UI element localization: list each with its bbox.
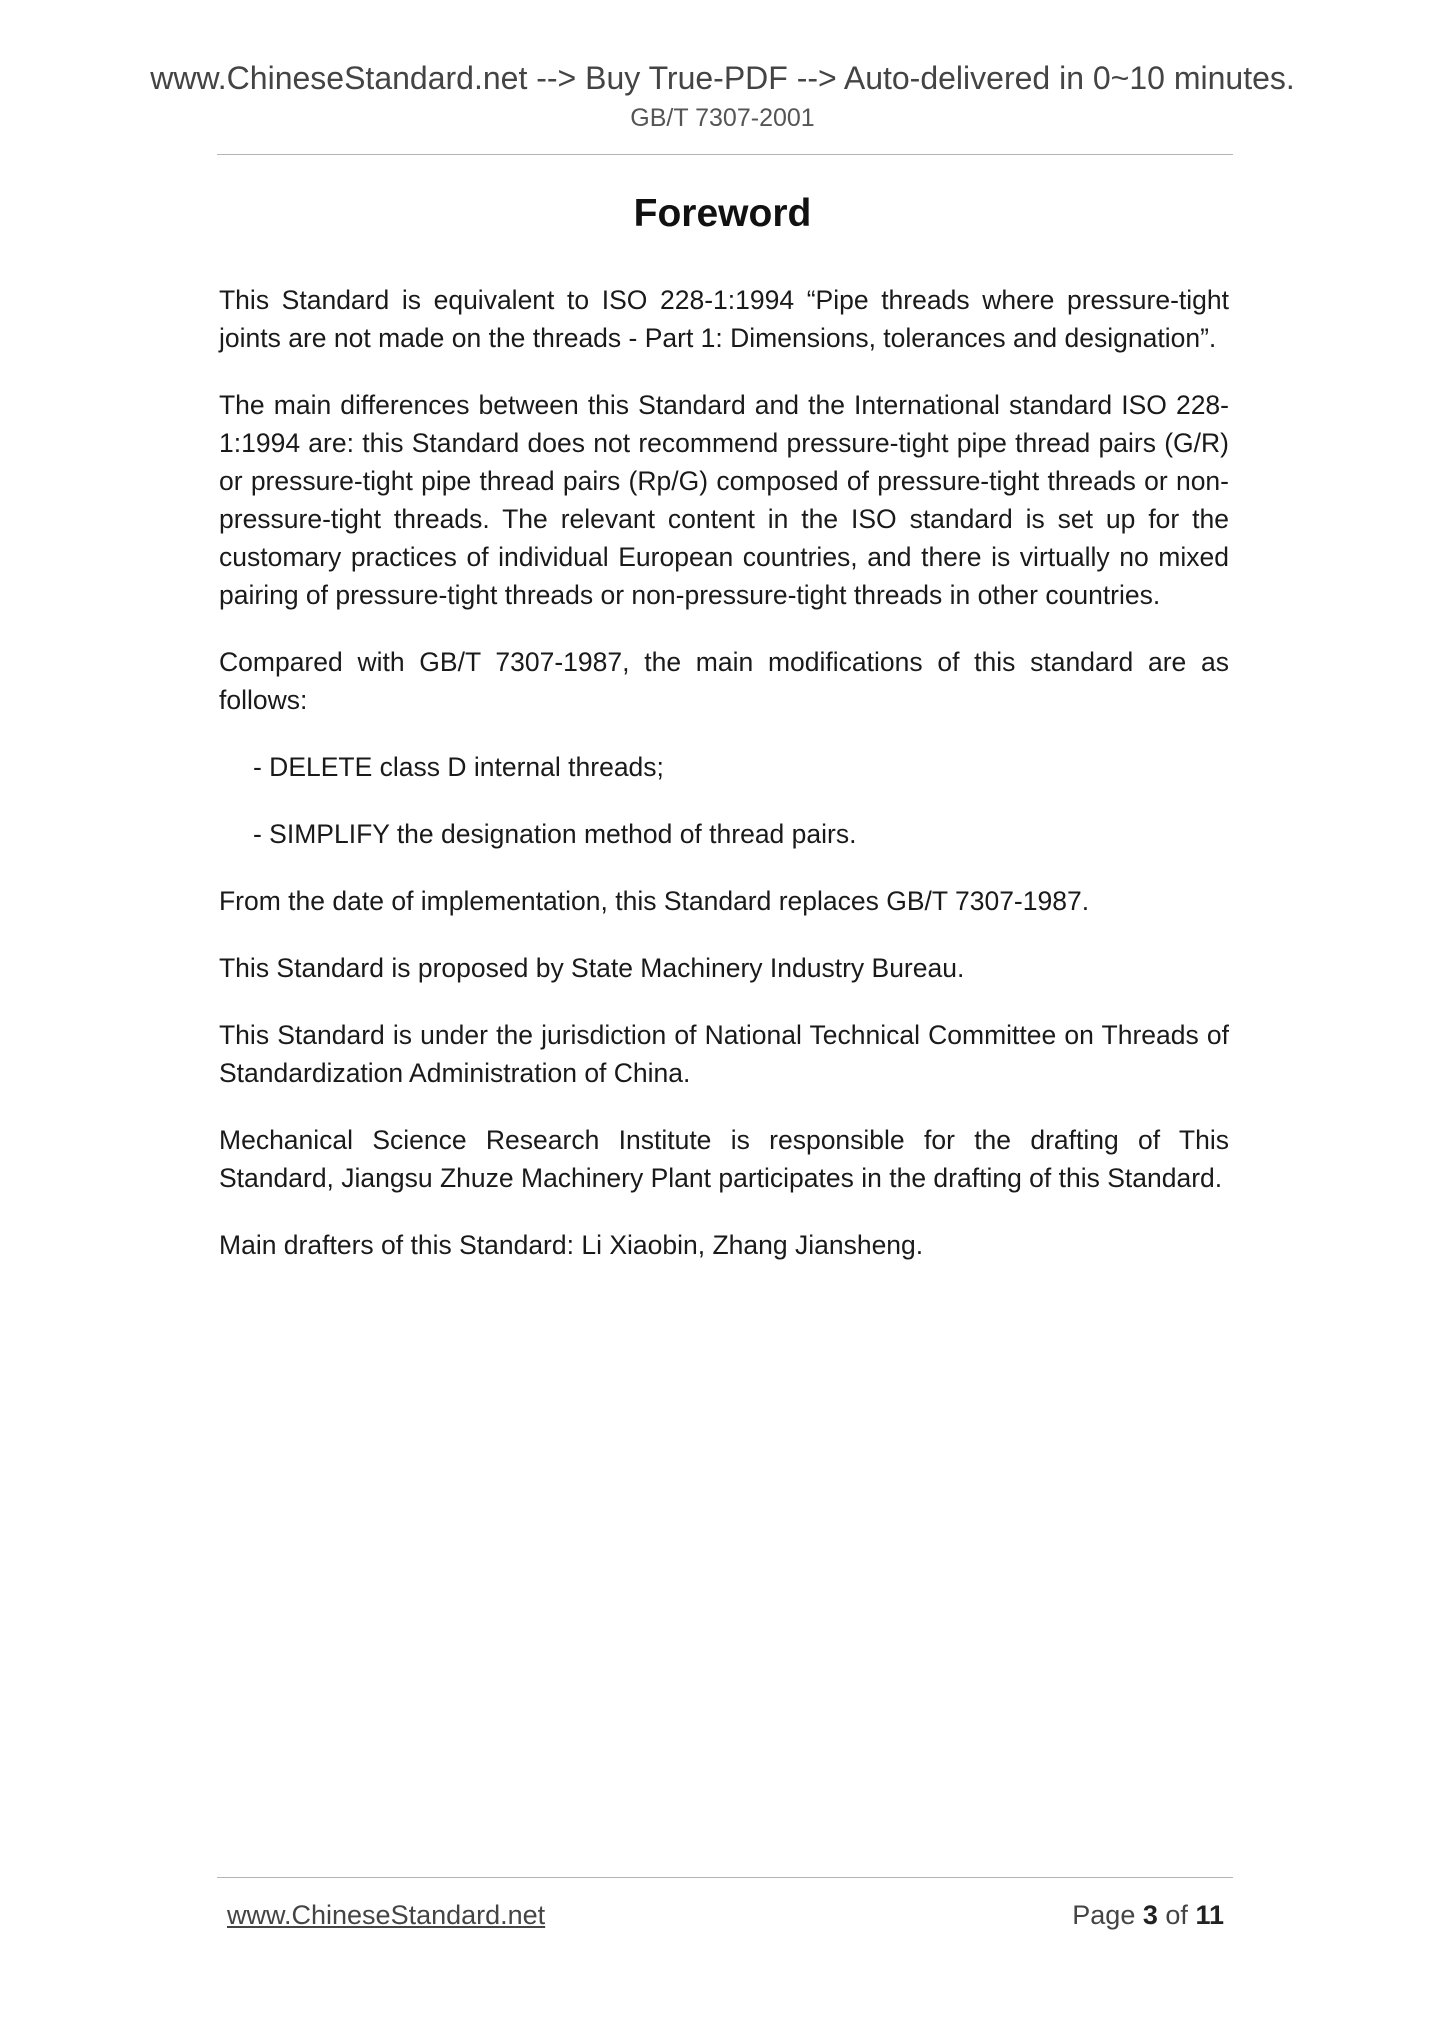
list-item-delete: - DELETE class D internal threads; <box>253 752 664 782</box>
header-banner: www.ChineseStandard.net --> Buy True-PDF --> Auto-delivered in 0~10 minutes. <box>150 60 1295 96</box>
footer-website-link[interactable]: www.ChineseStandard.net <box>227 1900 546 1930</box>
page-number <box>1072 1897 1224 1933</box>
header-divider <box>217 154 1233 155</box>
paragraph-jurisdiction: This Standard is under the jurisdiction of National Technical Committee on Threads of Standardization Administration of China. <box>219 1020 1229 1088</box>
footer-divider <box>217 1877 1233 1878</box>
document-code: GB/T 7307-2001 <box>630 104 815 132</box>
list-item-simplify: - SIMPLIFY the designation method of thread pairs. <box>253 819 857 849</box>
page-total: 11 <box>1195 1900 1224 1930</box>
page-title: Foreword <box>633 192 812 235</box>
page-label: Page <box>1072 1900 1136 1930</box>
paragraph-drafters: Main drafters of this Standard: Li Xiaobin, Zhang Jiansheng. <box>219 1230 924 1260</box>
foreword-body <box>219 281 1229 1293</box>
paragraph-differences: The main differences between this Standard and the International standard ISO 228-1:1994 are: this Standard does not recommend pressure-tight pipe thread pairs (G/R) or pressure-tight pipe thread pairs (Rp/G) composed of pressure-tight threads or non-pressure-tight threads. The relevant content in the ISO standard is set up for the customary practices of individual European countries, and there is virtually no mixed pairing of pressure-tight threads or non-pressure-tight threads in other countries. <box>219 390 1229 610</box>
page-current: 3 <box>1142 1900 1158 1930</box>
paragraph-drafting: Mechanical Science Research Institute is responsible for the drafting of This Standard, Jiangsu Zhuze Machinery Plant participates in the drafting of this Standard. <box>219 1125 1229 1193</box>
paragraph-replaces: From the date of implementation, this Standard replaces GB/T 7307-1987. <box>219 886 1090 916</box>
paragraph-proposed-by: This Standard is proposed by State Machinery Industry Bureau. <box>219 953 965 983</box>
paragraph-modifications-intro: Compared with GB/T 7307-1987, the main modifications of this standard are as follows: <box>219 647 1229 715</box>
paragraph-equivalence: This Standard is equivalent to ISO 228-1:1994 “Pipe threads where pressure-tight joints are not made on the threads - Part 1: Dimensions, tolerances and designation”. <box>219 285 1229 353</box>
page-of-label: of <box>1165 1900 1188 1930</box>
